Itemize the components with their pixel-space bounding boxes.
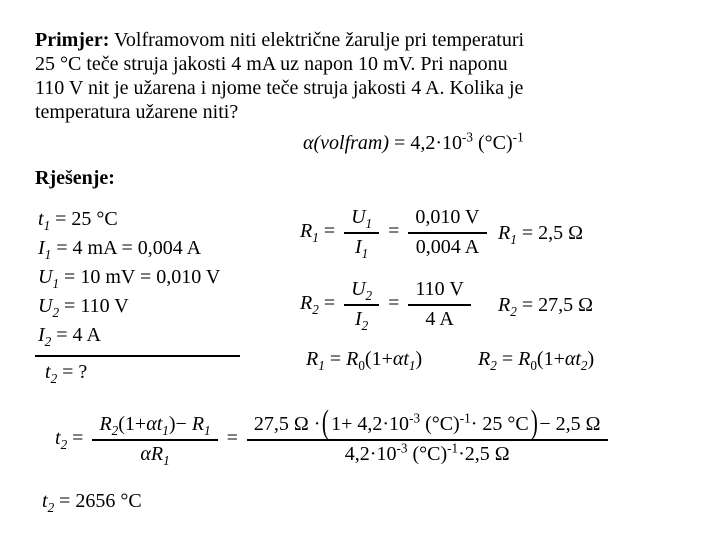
- math-text: )−: [168, 413, 192, 435]
- math-subscript: 1: [162, 423, 169, 438]
- math-symbol: R: [306, 348, 319, 370]
- problem-line-3: 110 V nit je užarena i njome teče struja jakosti 4 A. Kolika je: [35, 77, 524, 99]
- exponent: -1: [459, 410, 471, 426]
- math-subscript: 2: [510, 304, 517, 319]
- open-paren: (: [322, 403, 330, 442]
- math-text: = 2,5: [516, 222, 569, 244]
- math-symbol: R: [346, 348, 359, 370]
- given-divider: [35, 355, 240, 357]
- denominator: 0,004 A: [415, 235, 480, 258]
- close-paren: ): [415, 348, 423, 370]
- alpha-formula: [303, 129, 524, 155]
- problem-statement: [35, 28, 675, 124]
- math-symbol: U: [351, 206, 366, 228]
- math-subscript: 2: [60, 437, 68, 453]
- denominator: [247, 441, 608, 467]
- math-text: = 0,004 A: [116, 237, 202, 259]
- denominator: [344, 306, 379, 332]
- equals-sign: =: [324, 348, 347, 370]
- resistance2-result: [498, 294, 593, 317]
- math-subscript: 1: [365, 216, 373, 231]
- math-symbol: I: [38, 237, 45, 259]
- resistance1-equation: [300, 206, 491, 259]
- math-text: (°C): [473, 132, 513, 154]
- numerator: [344, 278, 379, 306]
- math-text: = 4 A: [51, 324, 101, 346]
- math-subscript: 1: [43, 218, 51, 233]
- math-symbol: I: [354, 235, 362, 258]
- math-symbol: I: [38, 324, 45, 346]
- fraction: [92, 413, 217, 466]
- math-text: · 25 °C: [470, 413, 529, 435]
- math-symbol: αt: [392, 348, 409, 370]
- fraction: [344, 278, 379, 331]
- resistance1-result: [498, 222, 583, 245]
- exponent: -3: [462, 129, 473, 145]
- given-row-u2: [38, 295, 129, 318]
- math-text: (1+: [118, 413, 147, 435]
- math-subscript: 1: [204, 423, 211, 438]
- math-text: = 0,010 V: [134, 266, 221, 288]
- equals-sign: =: [383, 292, 405, 315]
- math-symbol: t: [45, 361, 51, 383]
- math-text: ·2,5 Ω: [458, 442, 510, 465]
- math-symbol: αR: [140, 442, 164, 465]
- numerator: 0,010 V: [408, 206, 486, 234]
- numerator: 110 V: [408, 278, 470, 306]
- math-text: 1+ 4,2·10: [331, 413, 410, 435]
- temperature-equation: [55, 403, 612, 468]
- open-paren: (1+: [364, 348, 393, 370]
- fraction: [408, 278, 470, 331]
- numerator: [344, 206, 379, 234]
- equals-sign: =: [318, 220, 341, 243]
- math-text: 4,2·10: [410, 132, 462, 154]
- math-symbol: U: [351, 278, 366, 300]
- math-subscript: 2: [47, 500, 55, 515]
- problem-text-1: Volframovom niti električne žarulje pri temperaturi: [114, 29, 525, 51]
- equals-sign: =: [383, 220, 405, 243]
- math-subscript: 2: [312, 302, 319, 318]
- math-symbol: t: [55, 427, 61, 450]
- fraction: [247, 403, 608, 466]
- math-subscript: 2: [111, 423, 119, 438]
- math-subscript: 1: [318, 358, 325, 373]
- equals-sign: =: [496, 348, 519, 370]
- math-symbol: R: [300, 292, 313, 315]
- problem-line-2: 25 °C teče struja jakosti 4 mA uz napon 10 mV. Pri naponu: [35, 53, 508, 75]
- math-subscript: 0: [530, 358, 537, 373]
- math-symbol: αt: [146, 413, 163, 435]
- math-subscript: 2: [490, 358, 497, 373]
- math-subscript: 1: [361, 245, 369, 261]
- math-text: Ω: [568, 222, 583, 244]
- math-subscript: 2: [44, 334, 52, 349]
- solution-label: Rješenje:: [35, 167, 115, 189]
- math-text: − 2,5 Ω: [539, 413, 601, 435]
- given-row-i2: [38, 324, 101, 347]
- numerator: [92, 413, 217, 441]
- math-subscript: 2: [365, 288, 373, 303]
- exponent: -3: [409, 410, 421, 426]
- math-text: = 4 mA: [51, 237, 117, 259]
- given-row-t1: [38, 208, 118, 231]
- denominator: [344, 234, 379, 260]
- numerator: [247, 403, 608, 442]
- math-symbol: R: [99, 413, 112, 435]
- math-text: = 27,5: [516, 294, 579, 316]
- math-subscript: 2: [580, 358, 588, 373]
- math-subscript: 0: [358, 358, 365, 373]
- equals-sign: =: [318, 292, 341, 315]
- given-row-t2: [45, 361, 87, 384]
- math-subscript: 1: [44, 247, 52, 262]
- denominator: 4 A: [425, 307, 454, 330]
- math-subscript: 2: [52, 305, 60, 320]
- math-symbol: R: [498, 222, 511, 244]
- math-text: = 25 °C: [50, 208, 118, 230]
- math-text: (°C): [420, 413, 460, 435]
- math-symbol: t: [38, 208, 44, 230]
- equals-sign: =: [221, 427, 243, 450]
- problem-line-4: temperatura užarene niti?: [35, 101, 239, 123]
- math-symbol: U: [38, 295, 53, 317]
- fraction: [344, 206, 379, 259]
- math-text: = 10 mV: [59, 266, 135, 288]
- math-symbol: U: [38, 266, 53, 288]
- resistance2-equation: [300, 278, 475, 331]
- equals-sign: =: [389, 132, 411, 154]
- math-symbol: t: [42, 490, 48, 512]
- math-subscript: 1: [510, 232, 517, 247]
- math-text: Ω: [578, 294, 593, 316]
- close-paren: ): [587, 348, 595, 370]
- math-text: (°C): [407, 442, 448, 465]
- exponent: -1: [512, 129, 524, 145]
- math-symbol: R: [300, 220, 313, 243]
- resistance1-relation: [306, 348, 422, 371]
- math-text: = 2656 °C: [54, 490, 142, 512]
- exponent: -1: [447, 439, 459, 455]
- denominator: [92, 441, 217, 467]
- math-subscript: 2: [50, 371, 58, 386]
- math-text: = 110 V: [59, 295, 129, 317]
- math-symbol: α(volfram): [303, 132, 390, 154]
- problem-line-1: [35, 28, 675, 52]
- math-text: 4,2·10: [344, 442, 397, 465]
- fraction: [408, 206, 486, 259]
- equals-sign: =: [67, 427, 89, 450]
- resistance2-relation: [478, 348, 594, 371]
- problem-label: Primjer:: [35, 29, 110, 51]
- math-subscript: 1: [408, 358, 416, 373]
- math-text: 27,5 Ω ·: [253, 413, 321, 435]
- math-subscript: 1: [163, 452, 170, 468]
- math-symbol: αt: [564, 348, 581, 370]
- exponent: -3: [396, 439, 408, 455]
- math-symbol: R: [478, 348, 491, 370]
- math-subscript: 1: [312, 230, 319, 246]
- open-paren: (1+: [536, 348, 565, 370]
- math-text: = ?: [57, 361, 88, 383]
- final-answer: [42, 490, 142, 513]
- math-subscript: 1: [52, 276, 60, 291]
- math-symbol: R: [191, 413, 205, 435]
- math-symbol: R: [518, 348, 531, 370]
- close-paren: ): [530, 403, 538, 442]
- given-row-i1: [38, 237, 201, 260]
- math-subscript: 2: [361, 317, 369, 333]
- math-symbol: R: [498, 294, 511, 316]
- math-symbol: I: [354, 307, 362, 330]
- given-row-u1: [38, 266, 220, 289]
